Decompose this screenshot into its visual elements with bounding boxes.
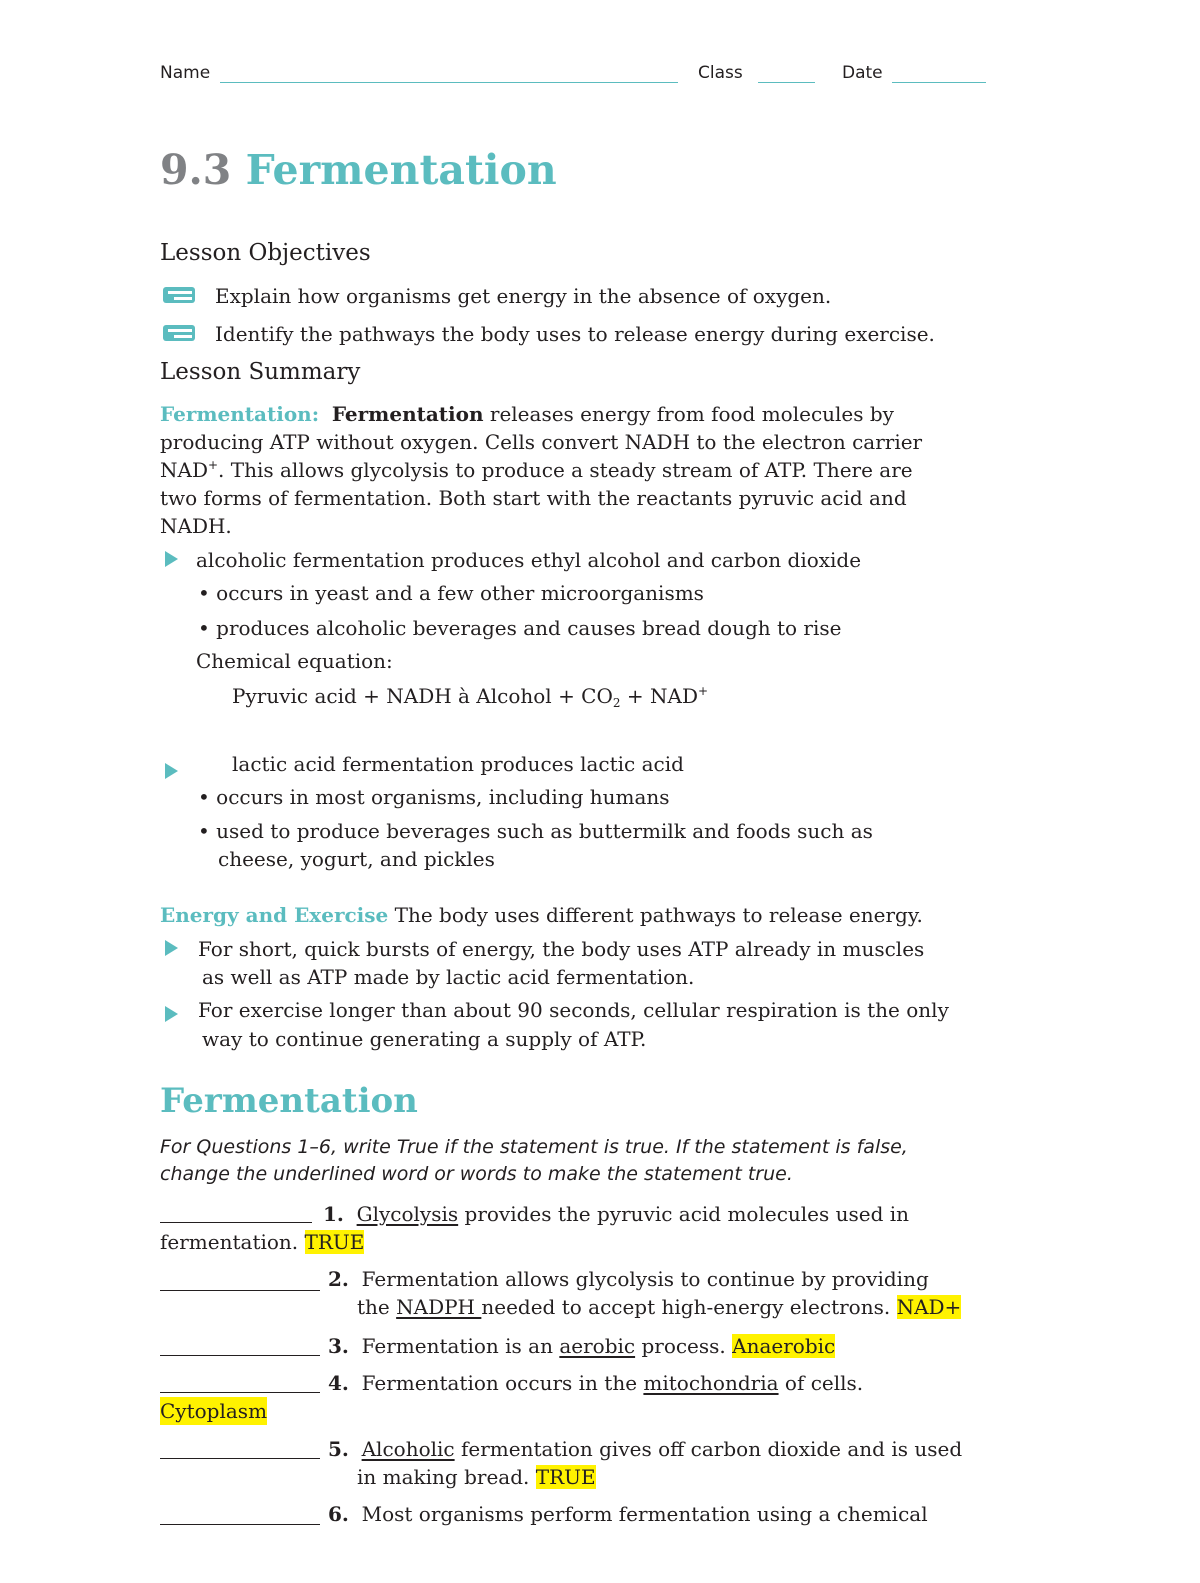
class-field[interactable] — [758, 82, 815, 83]
bullet-text: used to produce beverages such as buttermilk and foods such as — [216, 819, 873, 843]
question-text: Fermentation is an — [361, 1334, 560, 1358]
arrow-bullet-icon — [165, 763, 178, 779]
question-text: fermentation gives off carbon dioxide and is used — [454, 1437, 963, 1461]
section-heading: Fermentation — [160, 1081, 418, 1121]
question-6 — [328, 1500, 928, 1528]
answer-highlight: NAD+ — [896, 1295, 962, 1319]
underlined-term: aerobic — [559, 1334, 636, 1358]
underlined-term: Alcoholic — [361, 1437, 455, 1461]
question-text: Most organisms perform fermentation using a chemical — [361, 1502, 928, 1526]
question-number: 5. — [328, 1437, 349, 1461]
question-text: process. — [635, 1334, 726, 1358]
paragraph-line — [160, 456, 913, 484]
energy-item-text: way to continue generating a supply of ATP. — [202, 1027, 647, 1051]
answer-blank[interactable] — [160, 1290, 320, 1291]
arrow-bullet-icon — [165, 551, 178, 567]
date-field[interactable] — [892, 82, 986, 83]
instructions-text: For Questions 1–6, write True if the statement is true. If the statement is false, — [160, 1136, 908, 1158]
fermentation-label: Fermentation: — [160, 402, 320, 426]
question-number: 2. — [328, 1267, 349, 1291]
energy-item-text: For short, quick bursts of energy, the body uses ATP already in muscles — [198, 937, 925, 961]
paragraph-text: releases energy from food molecules by — [489, 402, 894, 426]
question-text: Fermentation allows glycolysis to continue by providing — [361, 1267, 929, 1291]
chemical-equation — [232, 682, 708, 710]
question-1 — [323, 1200, 909, 1228]
underlined-term: mitochondria — [643, 1371, 779, 1395]
answer-highlight: TRUE — [304, 1230, 365, 1254]
objective-icon — [162, 286, 196, 304]
equation-part: Pyruvic acid + NADH à Alcohol + CO — [232, 684, 613, 708]
paragraph-text: two forms of fermentation. Both start with the reactants pyruvic acid and — [160, 486, 907, 510]
superscript: + — [697, 684, 709, 698]
answer-highlight: Anaerobic — [732, 1334, 836, 1358]
arrow-bullet-icon — [165, 1006, 178, 1022]
objective-icon — [162, 324, 196, 342]
question-2 — [328, 1265, 929, 1293]
alcoholic-fermentation-text: alcoholic fermentation produces ethyl alcohol and carbon dioxide — [196, 548, 862, 572]
answer-highlight: TRUE — [535, 1465, 596, 1489]
question-text: Fermentation occurs in the — [361, 1371, 644, 1395]
page-title — [160, 146, 557, 194]
name-field[interactable] — [220, 82, 678, 83]
name-label: Name — [160, 63, 211, 83]
bullet-item: • occurs in most organisms, including humans — [198, 785, 670, 809]
fermentation-paragraph-line — [160, 400, 894, 428]
question-text: provides the pyruvic acid molecules used in — [458, 1202, 910, 1226]
question-3 — [328, 1332, 835, 1360]
question-text: the — [357, 1295, 397, 1319]
date-label: Date — [842, 63, 883, 83]
objective-item: Identify the pathways the body uses to release energy during exercise. — [215, 322, 935, 346]
answer-blank[interactable] — [160, 1355, 320, 1356]
paragraph-text: NADH. — [160, 514, 232, 538]
lactic-fermentation-text: lactic acid fermentation produces lactic acid — [232, 752, 684, 776]
question-2-line2 — [357, 1293, 961, 1321]
bullet-text: cheese, yogurt, and pickles — [218, 847, 495, 871]
instructions-text: change the underlined word or words to make the statement true. — [160, 1163, 793, 1185]
energy-item-text: as well as ATP made by lactic acid fermentation. — [202, 965, 695, 989]
paragraph-text: . This allows glycolysis to produce a steady stream of ATP. There are — [218, 458, 913, 482]
bullet-text: occurs in yeast and a few other microorganisms — [216, 581, 704, 605]
superscript: + — [207, 458, 219, 472]
answer-blank[interactable] — [160, 1458, 320, 1459]
objective-item: Explain how organisms get energy in the absence of oxygen. — [215, 284, 832, 308]
answer-blank[interactable] — [160, 1392, 320, 1393]
answer-highlight: Cytoplasm — [160, 1399, 268, 1423]
question-text: in making bread. — [357, 1465, 530, 1489]
underlined-term: NADPH — [396, 1295, 482, 1319]
question-5-line2 — [357, 1463, 596, 1491]
title-text: Fermentation — [245, 146, 557, 194]
energy-item-text: For exercise longer than about 90 seconds, cellular respiration is the only — [198, 998, 949, 1022]
energy-paragraph — [160, 901, 923, 929]
subscript: 2 — [612, 696, 621, 710]
energy-label: Energy and Exercise — [160, 903, 389, 927]
summary-heading: Lesson Summary — [160, 359, 361, 385]
paragraph-text: producing ATP without oxygen. Cells convert NADH to the electron carrier — [160, 430, 923, 454]
question-text: fermentation. — [160, 1230, 299, 1254]
bullet-text: occurs in most organisms, including humans — [216, 785, 670, 809]
answer-blank[interactable] — [160, 1222, 312, 1223]
equation-label: Chemical equation: — [196, 649, 393, 673]
question-number: 3. — [328, 1334, 349, 1358]
question-5 — [328, 1435, 962, 1463]
arrow-bullet-icon — [165, 940, 178, 956]
bullet-item: • occurs in yeast and a few other microorganisms — [198, 581, 704, 605]
question-number: 4. — [328, 1371, 349, 1395]
class-label: Class — [698, 63, 743, 83]
bullet-item: • used to produce beverages such as buttermilk and foods such as — [198, 819, 873, 843]
fermentation-term: Fermentation — [331, 402, 484, 426]
bullet-item: • produces alcoholic beverages and causes bread dough to rise — [198, 616, 842, 640]
energy-text: The body uses different pathways to release energy. — [394, 903, 923, 927]
question-4 — [328, 1369, 863, 1397]
bullet-text: produces alcoholic beverages and causes bread dough to rise — [216, 616, 842, 640]
question-text: needed to accept high-energy electrons. — [481, 1295, 891, 1319]
paragraph-text: NAD — [160, 458, 208, 482]
question-1-line2 — [160, 1228, 364, 1256]
equation-part: + NAD — [620, 684, 698, 708]
objectives-heading: Lesson Objectives — [160, 240, 371, 266]
title-number: 9.3 — [160, 146, 232, 194]
question-number: 1. — [323, 1202, 344, 1226]
underlined-term: Glycolysis — [356, 1202, 459, 1226]
answer-blank[interactable] — [160, 1524, 320, 1525]
question-number: 6. — [328, 1502, 349, 1526]
question-text: of cells. — [778, 1371, 864, 1395]
